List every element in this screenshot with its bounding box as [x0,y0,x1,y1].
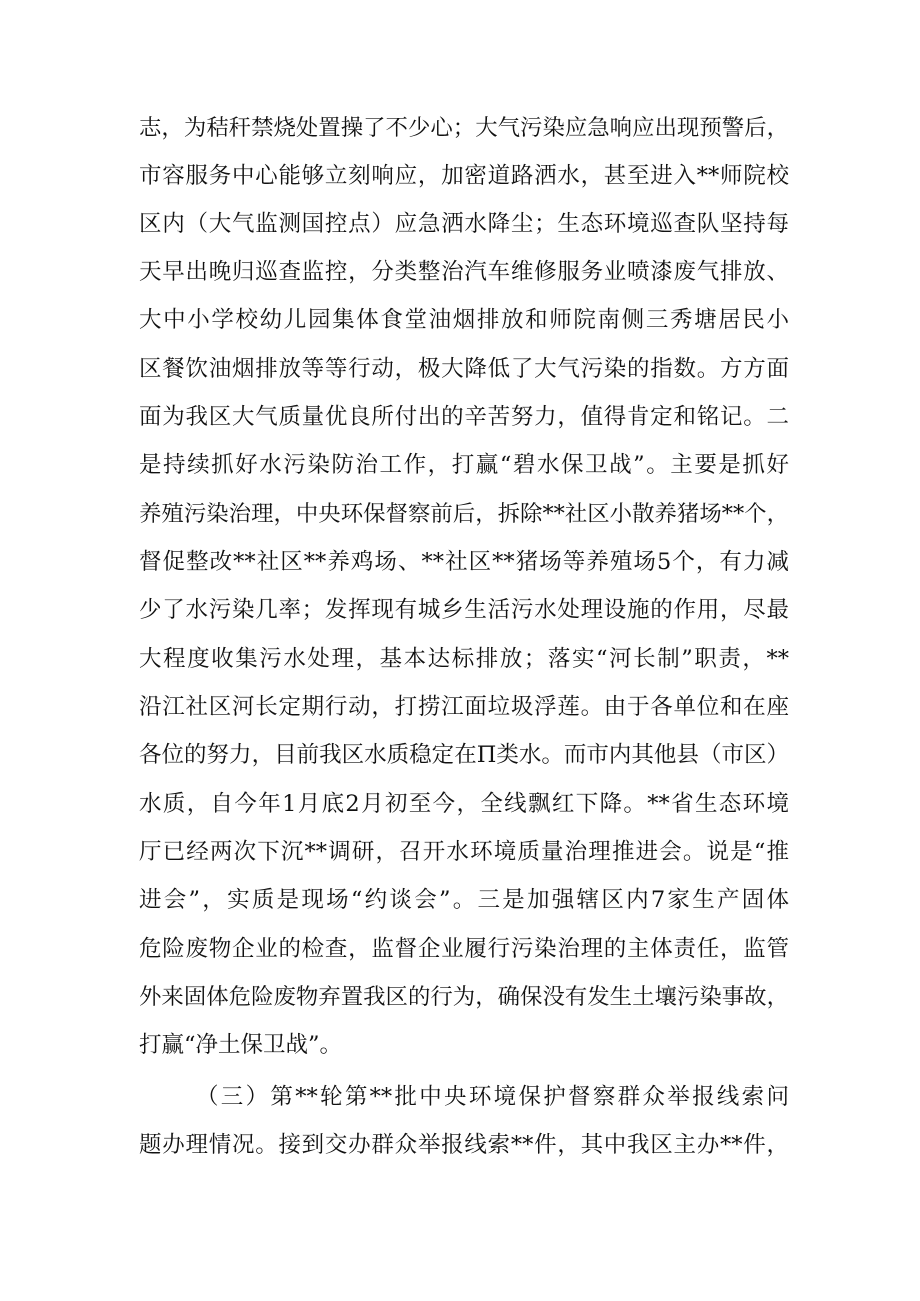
paragraph-line: 督促整改**社区**养鸡场、**社区**猪场等养殖场5个，有力减 [139,549,789,575]
paragraph-line: 大程度收集污水处理，基本达标排放；落实“河长制”职责，** [139,646,789,672]
paragraph-line: 区内（大气监测国控点）应急洒水降尘；生态环境巡查队坚持每 [139,211,789,237]
paragraph-line: 打赢“净土保卫战”。 [139,1032,343,1058]
paragraph-line: 志，为秸秆禁烧处置操了不少心；大气污染应急响应出现预警后， [139,115,789,141]
paragraph-line: 大中小学校幼儿园集体食堂油烟排放和师院南侧三秀塘居民小 [139,307,789,333]
paragraph-line: 少了水污染几率；发挥现有城乡生活污水处理设施的作用，尽最 [139,597,789,623]
paragraph-line: 进会”，实质是现场“约谈会”。三是加强辖区内7家生产固体 [139,887,789,913]
paragraph-line: 危险废物企业的检查，监督企业履行污染治理的主体责任，监管 [139,936,789,962]
paragraph-line: 各位的努力，目前我区水质稳定在Π类水。而市内其他县（市区） [139,742,789,768]
paragraph-line: 市容服务中心能够立刻响应，加密道路洒水，甚至进入**师院校 [139,163,789,189]
paragraph-line: 面为我区大气质量优良所付出的辛苦努力，值得肯定和铭记。二 [139,404,789,430]
section-heading-line: （三）第**轮第**批中央环境保护督察群众举报线索问 [196,1084,789,1110]
paragraph-line: 水质，自今年1月底2月初至今，全线飘红下降。**省生态环境 [139,791,789,817]
paragraph-line: 是持续抓好水污染防治工作，打赢“碧水保卫战”。主要是抓好 [139,452,789,478]
paragraph-line: 外来固体危险废物弃置我区的行为，确保没有发生土壤污染事故， [139,984,789,1010]
paragraph-line: 区餐饮油烟排放等等行动，极大降低了大气污染的指数。方方面 [139,356,789,382]
paragraph-line: 题办理情况。接到交办群众举报线索**件，其中我区主办**件， [139,1132,789,1158]
paragraph-line: 养殖污染治理，中央环保督察前后，拆除**社区小散养猪场**个， [139,501,789,527]
paragraph-line: 厅已经两次下沉**调研，召开水环境质量治理推进会。说是“推 [139,839,789,865]
paragraph-line: 沿江社区河长定期行动，打捞江面垃圾浮莲。由于各单位和在座 [139,694,789,720]
paragraph-line: 天早出晚归巡查监控，分类整治汽车维修服务业喷漆废气排放、 [139,259,789,285]
